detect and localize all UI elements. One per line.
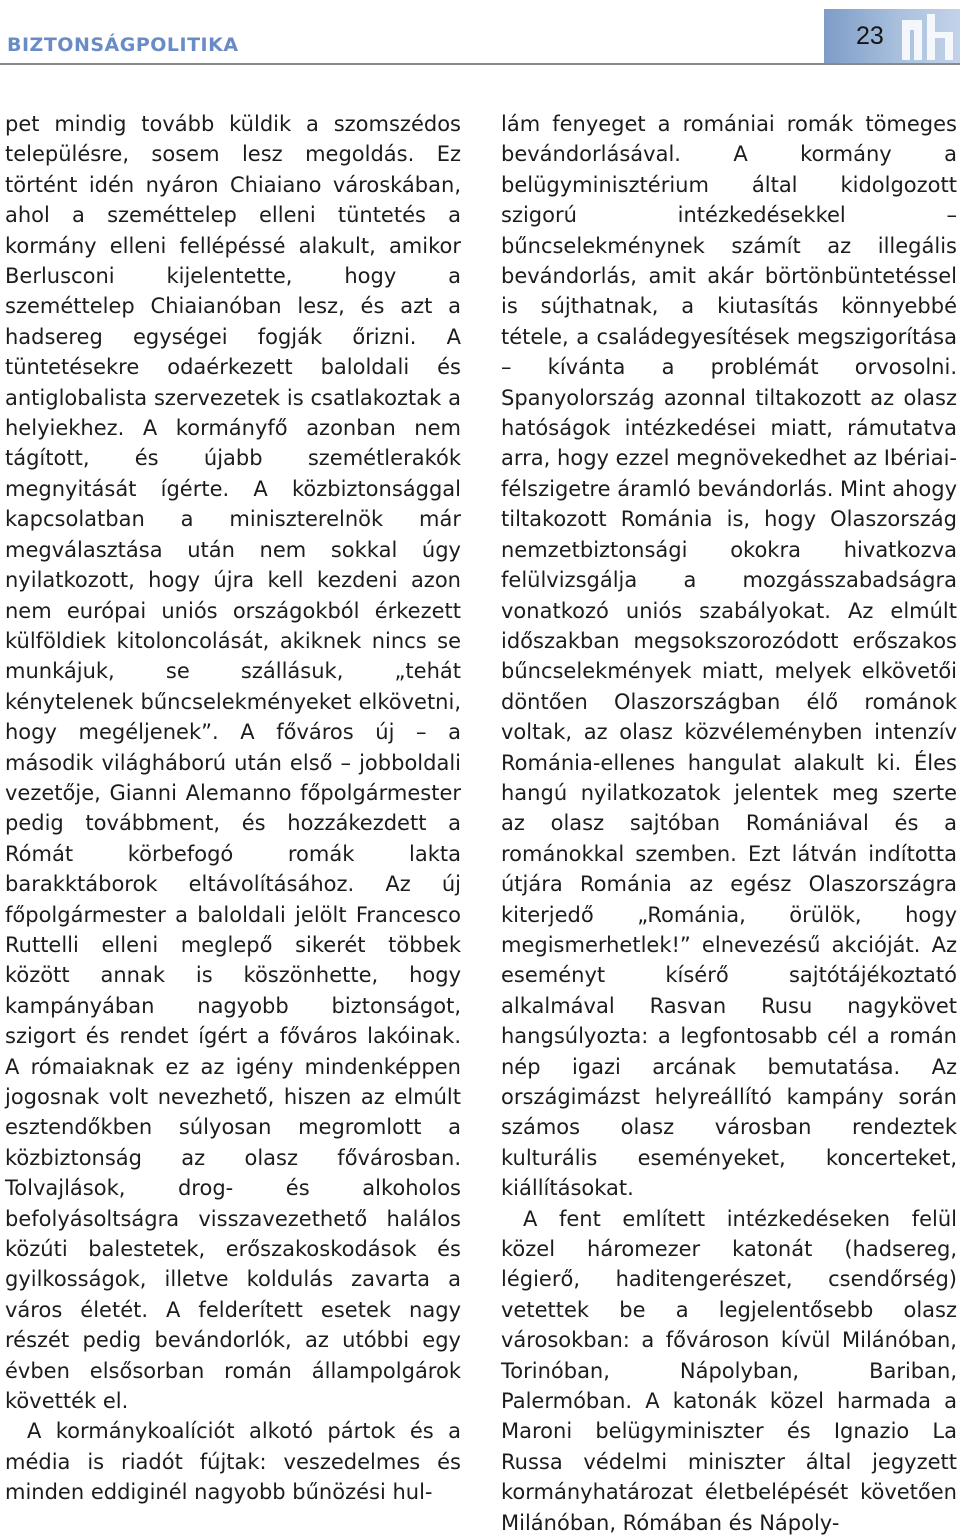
- body-paragraph: A kormánykoalíciót alkotó pártok és a média is riadót fújtak: veszedelmes és minden eddiginél nagyobb bűnözési hul-: [5, 1419, 461, 1505]
- page-number: 23: [856, 22, 884, 50]
- left-text-column: [5, 109, 461, 1505]
- body-paragraph: lám fenyeget a romániai romák tömeges bevándorlásával. A kormány a belügyminisztérium által kidolgozott szigorú intézkedésekkel – bűncselekménynek számít az illegális bevándorlás, amit akár börtönbüntetéssel is sújthatnak, a kiutasítás könnyebbé tétele, a családegyesítések megszigorítása – kívánta a problémát orvosolni. Spanyolország azonnal tiltakozott az olasz hatóságok intézkedései miatt, rámutatva arra, hogy ezzel megnövekedhet az Ibériai-félszigetre áramló bevándorlás. Mint ahogy tiltakozott Románia is, hogy Olaszország nemzetbiztonsági okokra hivatkozva felülvizsgálja a mozgásszabadságra vonatkozó uniós szabályokat. Az elmúlt időszakban megsokszorozódott erőszakos bűncselekmények miatt, melyek elkövetői döntően Olaszországban élő románok voltak, az olasz közvéleményben intenzív Románia-ellenes hangulat alakult ki. Éles hangú nyilatkozatok jelentek meg szerte az olasz sajtóban Romániával és a románokkal szemben. Ezt látván indította útjára Románia az egész Olaszországra kiterjedő „Románia, örülök, hogy megismerhetlek!” elnevezésű akcióját. Az eseményt kísérő sajtótájékoztató alkalmával Rasvan Rusu nagykövet hangsúlyozta: a legfontosabb cél a román nép igazi arcának bemutatása. Az országimázst helyreállító kampány során számos olasz városban rendeztek kulturális eseményeket, koncerteket, kiállításokat.: [501, 112, 958, 1201]
- section-title: BIZTONSÁGPOLITIKA: [7, 34, 239, 56]
- right-text-column: [501, 109, 958, 1535]
- page-header: [0, 0, 960, 66]
- page-number-box: [824, 9, 960, 63]
- body-paragraph: A fent említett intézkedéseken felül közel háromezer katonát (hadsereg, légierő, haditengerészet, csendőrség) vetettek be a legjelentősebb olasz városokban: a fővároson kívül Milánóban, Torinóban, Nápolyban, Bariban, Palermóban. A katonák közel harmada a Maroni belügyminiszter és Ignazio La Russa védelmi miniszter által jegyzett kormányhatározat életbelépését követően Milánóban, Rómában és Nápoly-: [501, 1206, 957, 1535]
- header-divider: [0, 63, 960, 65]
- body-paragraph: pet mindig tovább küldik a szomszédos településre, sosem lesz megoldás. Ez történt idén nyáron Chiaiano városkában, ahol a szeméttelep elleni tüntetés a kormány elleni fellépéssé alakult, amikor Berlusconi kijelentette, hogy a szeméttelep Chiaianóban lesz, és azt a hadsereg egységei fogják őrizni. A tüntetésekre odaérkezett baloldali és antiglobalista szervezetek is csatlakoztak a helyiekhez. A kormányfő azonban nem tágított, és újabb szemétlerakók megnyitását ígérte. A közbiztonsággal kapcsolatban a miniszterelnök már megválasztása után nem sokkal úgy nyilatkozott, hogy újra kell kezdeni azon nem európai uniós országokból érkezett külföldiek kitoloncolását, akiknek nincs se munkájuk, se szállásuk, „tehát kénytelenek bűncselekményeket elkövetni, hogy megéljenek”. A főváros új – a második világháború után első – jobboldali vezetője, Gianni Alemanno főpolgármester pedig továbbment, és hozzákezdett a Rómát körbefogó romák lakta barakktáborok eltávolításához. Az új főpolgármester a baloldali jelölt Francesco Ruttelli elleni meglepő sikerét többek között annak is köszönhette, hogy kampányában nagyobb biztonságot, szigort és rendet ígért a főváros lakóinak. A rómaiaknak ez az igény mindenképpen jogosnak volt nevezhető, hiszen az elmúlt esztendőkben súlyosan megromlott a közbiztonság az olasz fővárosban. Tolvajlások, drog- és alkoholos befolyásoltságra visszavezethető halálos közúti balestetek, erőszakoskodások és gyilkosságok, illetve koldulás zavarta a város életét. A felderített esetek nagy részét pedig bevándorlók, az utóbbi egy évben elsősorban román állampolgárok követték el.: [5, 112, 461, 1414]
- nh-monogram-logo-icon: [900, 12, 958, 62]
